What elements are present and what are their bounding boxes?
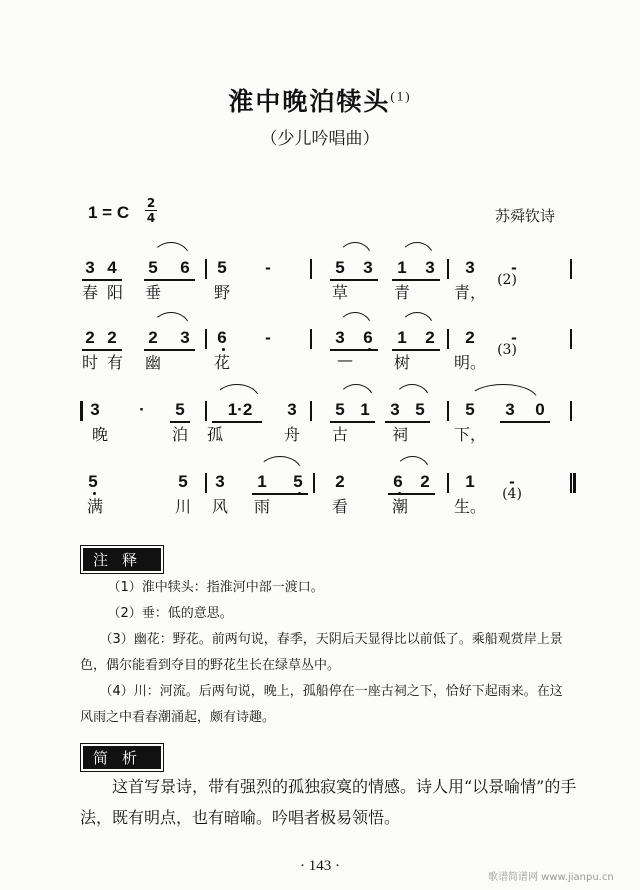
score-note: 5 xyxy=(178,472,188,491)
score-note: 3 xyxy=(505,400,515,419)
score-note: 6 xyxy=(217,328,227,347)
analysis-heading: 简析 xyxy=(83,746,161,769)
barline xyxy=(447,473,449,493)
score-note: 3 xyxy=(287,400,297,419)
lyric-char: 下， xyxy=(453,425,487,444)
lyric-char: 晚 xyxy=(91,425,109,444)
score-note: 2 xyxy=(425,328,435,347)
lyric-char: 青， xyxy=(453,283,487,302)
note-4: （4）川：河流。后两句说，晚上，孤船停在一座古祠之下，恰好下起雨来。在这风雨之中看春潮涌起，颇有诗趣。 xyxy=(80,684,563,725)
lyric-char: 春 xyxy=(81,283,99,302)
lyric-char: 看 xyxy=(331,497,349,516)
beam-underline xyxy=(392,279,440,281)
slur xyxy=(258,456,302,472)
score-note: 3 xyxy=(425,258,435,277)
barline xyxy=(447,259,449,279)
lyric-char: 阳 xyxy=(106,283,124,302)
repeat-end xyxy=(573,473,576,493)
score-note: 3 xyxy=(85,258,95,277)
beam-underline xyxy=(144,279,195,281)
barline xyxy=(205,329,207,349)
score-note: - xyxy=(509,472,515,491)
title-text: 淮中晚泊犊头 xyxy=(228,87,391,116)
octave-dot xyxy=(222,348,225,351)
lyric-char: 古 xyxy=(331,425,349,444)
score-note: · xyxy=(139,400,145,419)
note-2: （2）垂：低的意思。 xyxy=(107,606,233,621)
score-note: 2 xyxy=(420,472,430,491)
score-note: 1 xyxy=(257,472,267,491)
score-note: 2 xyxy=(85,328,95,347)
score-note: - xyxy=(265,328,271,347)
footnote-mark: (3) xyxy=(497,342,517,358)
lyric-char: 时 xyxy=(81,353,99,372)
score-note: 0 xyxy=(535,400,545,419)
lyric-char: 满 xyxy=(86,497,104,516)
score-note: 5 xyxy=(335,258,345,277)
score-note: 5 xyxy=(148,258,158,277)
score-note: 1 xyxy=(360,400,370,419)
note-3: （3）幽花：野花。前两句说，春季，天阴后天显得比以前低了。乘船观赏岸上景色，偶尔能看到夺目的野花生长在绿草丛中。 xyxy=(80,632,563,673)
score-note: 3 xyxy=(390,400,400,419)
key-signature: 1 = C xyxy=(88,203,130,222)
score-note: 1·2 xyxy=(227,400,253,419)
score-note: 6 xyxy=(363,328,373,347)
score-note: 3 xyxy=(180,328,190,347)
score-note: 5 xyxy=(335,400,345,419)
title-footnote-mark: (1) xyxy=(390,88,412,104)
barline xyxy=(447,329,449,349)
slur xyxy=(338,242,372,258)
barline xyxy=(313,473,315,493)
slur xyxy=(214,384,260,400)
beam-underline xyxy=(388,493,435,495)
beam-underline xyxy=(500,421,550,423)
barline xyxy=(205,259,207,279)
slur xyxy=(400,242,434,258)
song-title xyxy=(0,82,640,118)
time-bottom: 4 xyxy=(146,211,156,225)
lyric-char: 祠 xyxy=(391,425,409,444)
score-note: 6 xyxy=(180,258,190,277)
beam-underline xyxy=(170,421,190,423)
score-note: 5 xyxy=(293,472,303,491)
lyric-char: 花 xyxy=(213,353,231,372)
score-note: 1 xyxy=(397,328,407,347)
slur xyxy=(152,312,190,328)
barline xyxy=(205,473,207,493)
author: 苏舜钦诗 xyxy=(495,207,556,225)
score-note: 5 xyxy=(217,258,227,277)
score-note: 3 xyxy=(335,328,345,347)
lyric-char: 野 xyxy=(213,283,231,302)
score-note: - xyxy=(511,328,517,347)
barline xyxy=(310,401,312,421)
lyric-char: 幽 xyxy=(144,353,162,372)
barline xyxy=(205,401,207,421)
score-note: 2 xyxy=(465,328,475,347)
lyric-char: 潮 xyxy=(391,497,409,516)
page-number: · 143 · xyxy=(300,858,340,874)
octave-dot xyxy=(368,348,371,351)
lyric-char: 生。 xyxy=(453,497,487,516)
repeat-start xyxy=(80,401,83,421)
barline xyxy=(310,259,312,279)
score-note: 1 xyxy=(397,258,407,277)
octave-dot xyxy=(398,492,401,495)
score-note: 3 xyxy=(465,258,475,277)
slur xyxy=(338,384,374,400)
octave-dot xyxy=(298,492,301,495)
lyric-char: 舟 xyxy=(283,425,301,444)
notes-heading: 注释 xyxy=(83,548,161,571)
slur xyxy=(338,312,372,328)
barline xyxy=(570,473,572,493)
score-note: 2 xyxy=(107,328,117,347)
lyric-char: 树 xyxy=(393,353,411,372)
slur xyxy=(152,242,190,258)
lyric-char: 明。 xyxy=(453,353,487,372)
analysis-text: 这首写景诗，带有强烈的孤独寂寞的情感。诗人用“以景喻情”的手法，既有明点，也有暗喻。吟唱者极易领悟。 xyxy=(80,777,577,827)
score-note: 5 xyxy=(175,400,185,419)
subtitle: （少儿吟唱曲） xyxy=(260,129,380,149)
beam-underline xyxy=(392,349,440,351)
lyric-char: 有 xyxy=(106,353,124,372)
slur xyxy=(394,384,430,400)
barline xyxy=(310,329,312,349)
score-note: 1 xyxy=(465,472,475,491)
barline xyxy=(570,329,572,349)
beam-underline xyxy=(82,279,122,281)
beam-underline xyxy=(330,279,378,281)
slur xyxy=(395,456,430,472)
note-1: （1）淮中犊头：指淮河中部一渡口。 xyxy=(107,580,324,595)
score-note: 5 xyxy=(465,400,475,419)
beam-underline xyxy=(82,349,122,351)
score-note: 6 xyxy=(393,472,403,491)
score-note: 4 xyxy=(107,258,117,277)
slur xyxy=(468,384,538,400)
footnote-mark: (4) xyxy=(502,486,522,502)
score-note: 5 xyxy=(88,472,98,491)
lyric-char: 川 xyxy=(174,497,192,516)
score-note: 3 xyxy=(363,258,373,277)
barline xyxy=(570,401,572,421)
barline xyxy=(447,401,449,421)
time-top: 2 xyxy=(146,196,156,210)
lyric-char: 泊 xyxy=(171,425,189,444)
barline xyxy=(570,259,572,279)
time-signature xyxy=(145,196,157,225)
score-note: 3 xyxy=(215,472,225,491)
beam-underline xyxy=(330,421,375,423)
beam-underline xyxy=(144,349,195,351)
lyric-char: 草 xyxy=(331,283,349,302)
watermark: 歌谱简谱网 www.jianpu.cn xyxy=(488,872,614,883)
score-note: 3 xyxy=(90,400,100,419)
slur xyxy=(400,312,434,328)
lyric-char: 青 xyxy=(393,283,411,302)
lyric-char: 风 xyxy=(211,497,229,516)
score-note: 2 xyxy=(148,328,158,347)
score-note: 2 xyxy=(335,472,345,491)
score-note: 5 xyxy=(415,400,425,419)
lyric-char: 垂 xyxy=(144,283,162,302)
footnote-mark: (2) xyxy=(497,272,517,288)
lyric-char: 雨 xyxy=(253,497,271,516)
score-note: - xyxy=(511,258,517,277)
lyric-char: 孤 xyxy=(206,425,224,444)
octave-dot xyxy=(93,492,96,495)
beam-underline xyxy=(385,421,430,423)
lyric-char: — xyxy=(337,350,353,369)
beam-underline xyxy=(212,421,262,423)
score-note: - xyxy=(265,258,271,277)
